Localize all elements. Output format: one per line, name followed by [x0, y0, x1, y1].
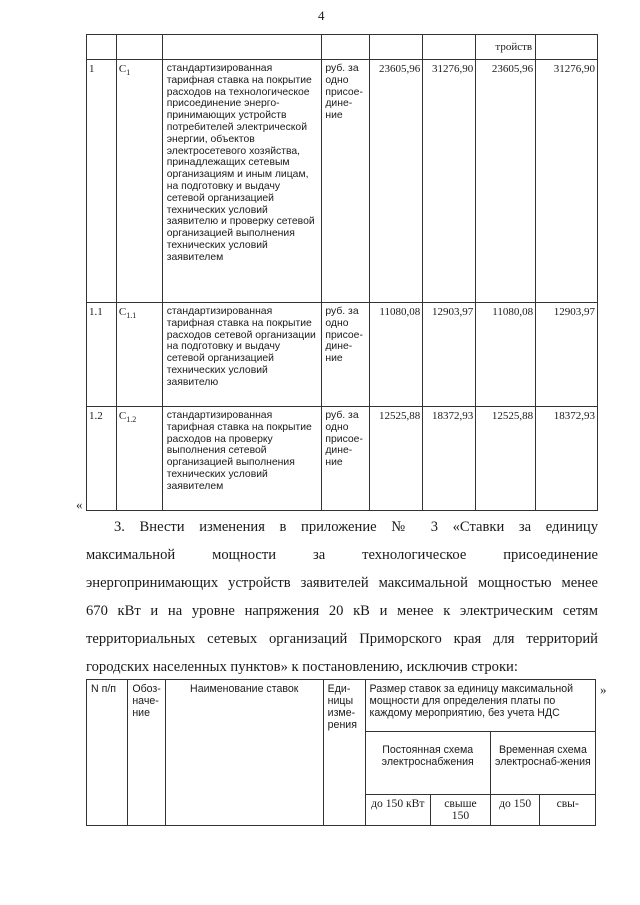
paragraph-line-1: 3. Внести изменения в приложение № 3 «Ставки за единицу [114, 519, 598, 535]
header-fragment: тройств [476, 35, 536, 60]
value-permanent-upto150: 11080,08 [370, 303, 423, 407]
value-temporary-upto150: 12525,88 [476, 407, 536, 511]
col-header-temporary: Временная схема электроснаб-жения [490, 732, 595, 795]
rate-name: стандартизированная тарифная ставка на покрытие расходов на технологическое присоединение энерго-принимающих устройств потребителей электрической энергии, объектов электросетевого хозяйства, принадлежащих сетевым организациям и иным лицам, на подготовку и выдачу сетевой организацией технических условий заявителю и проверку сетевой организацией выполнения технических условий заявителем [162, 60, 322, 303]
paragraph-line-2: максимальной мощности за технологическое присоединение [86, 547, 598, 563]
col-header-code: Обоз-наче-ние [128, 680, 165, 826]
paragraph-line-3: энергопринимающих устройств заявителей максимальной мощностью менее [86, 575, 598, 591]
table-row [87, 407, 598, 511]
value-permanent-over150: 31276,90 [423, 60, 476, 303]
row-number: 1.2 [87, 407, 117, 511]
col-header-temporary-over150: свы- [540, 795, 596, 826]
value-temporary-over150: 31276,90 [536, 60, 598, 303]
value-temporary-upto150: 23605,96 [476, 60, 536, 303]
col-header-unit: Еди-ницы изме-рения [323, 680, 365, 826]
value-permanent-over150: 12903,97 [423, 303, 476, 407]
row-code: $C_{1.2}$ [116, 407, 162, 511]
value-permanent-upto150: 23605,96 [370, 60, 423, 303]
row-number: 1.1 [87, 303, 117, 407]
page-number: 4 [318, 8, 325, 23]
rate-name: стандартизированная тарифная ставка на покрытие расходов сетевой организации на подготовку и выдачу сетевой организацией технических условий заявителю [162, 303, 322, 407]
rate-unit: руб. за одно присое-дине-ние [322, 60, 370, 303]
col-header-permanent: Постоянная схема электроснабжения [365, 732, 490, 795]
value-permanent-upto150: 12525,88 [370, 407, 423, 511]
col-header-permanent-over150: свыше 150 [431, 795, 491, 826]
value-temporary-upto150: 11080,08 [476, 303, 536, 407]
rate-unit: руб. за одно присое-дине-ние [322, 407, 370, 511]
col-header-temporary-upto150: до 150 [490, 795, 540, 826]
value-temporary-over150: 18372,93 [536, 407, 598, 511]
paragraph-line-6: городских населенных пунктов» к постановлению, исключив строки: [86, 659, 518, 675]
closing-quote-left: « [76, 497, 83, 512]
row-code: $C_1$ [116, 60, 162, 303]
col-header-name: Наименование ставок [165, 680, 323, 826]
row-number: 1 [87, 60, 117, 303]
value-permanent-over150: 18372,93 [423, 407, 476, 511]
value-temporary-over150: 12903,97 [536, 303, 598, 407]
row-code: $C_{1.1}$ [116, 303, 162, 407]
rates-table-continued [86, 34, 598, 511]
paragraph-line-4: 670 кВт и на уровне напряжения 20 кВ и менее к электрическим сетям [86, 603, 598, 619]
paragraph-line-5: территориальных сетевых организаций Приморского края для территорий [86, 631, 598, 647]
rates-table-excluded-header [86, 679, 596, 826]
table-row [87, 303, 598, 407]
rate-unit: руб. за одно присое-дине-ние [322, 303, 370, 407]
table-row [87, 60, 598, 303]
table-header-fragment-row [87, 35, 598, 60]
closing-quote-right: » [600, 682, 607, 697]
col-header-size: Размер ставок за единицу максимальной мощности для определения платы по каждому мероприятию, без учета НДС [365, 680, 595, 732]
col-header-number: N п/п [87, 680, 128, 826]
rate-name: стандартизированная тарифная ставка на покрытие расходов на проверку выполнения сетевой организацией выполнения технических условий заявителем [162, 407, 322, 511]
col-header-permanent-upto150: до 150 кВт [365, 795, 431, 826]
